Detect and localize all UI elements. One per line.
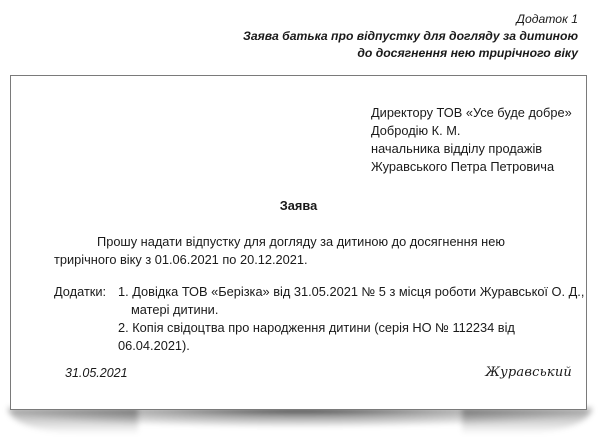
appendix-header [243, 11, 578, 62]
document-page [10, 75, 587, 410]
addressee-block [371, 104, 572, 176]
document-title: Заява [279, 198, 318, 213]
document-date: 31.05.2021 [65, 366, 128, 380]
addressee-line: Добродію К. М. [371, 123, 461, 138]
appendix-title-line-2: до досягнення нею трирічного віку [357, 46, 578, 60]
appendix-title-line-1: Заява батька про відпустку для догляду за дитиною [243, 29, 578, 43]
appendix-number: Додаток 1 [516, 12, 578, 26]
addressee-line: Директору ТОВ «Усе буде добре» [371, 105, 572, 120]
addressee-line: начальника відділу продажів [371, 141, 543, 156]
addressee-line: Журавського Петра Петровича [371, 159, 555, 174]
attachment-item: 2. Копія свідоцтва про народження дитини (серія НО № 112234 від 06.04.2021). [118, 320, 515, 353]
attachments-label: Додатки: [54, 284, 107, 299]
attachment-text-continued: матері дитини. [131, 302, 219, 317]
attachment-item [54, 283, 586, 301]
request-text: Прошу надати відпустку для догляду за дитиною до досягнення нею трирічного віку з 01.06.2021 по 20.12.2021. [54, 234, 505, 267]
signature: Журавський [485, 365, 572, 380]
attachments-block [54, 283, 586, 355]
attachment-text: 1. Довідка ТОВ «Берізка» від 31.05.2021 № 5 з місця роботи Журавської О. Д., [118, 284, 585, 299]
page-shadow [14, 408, 586, 428]
